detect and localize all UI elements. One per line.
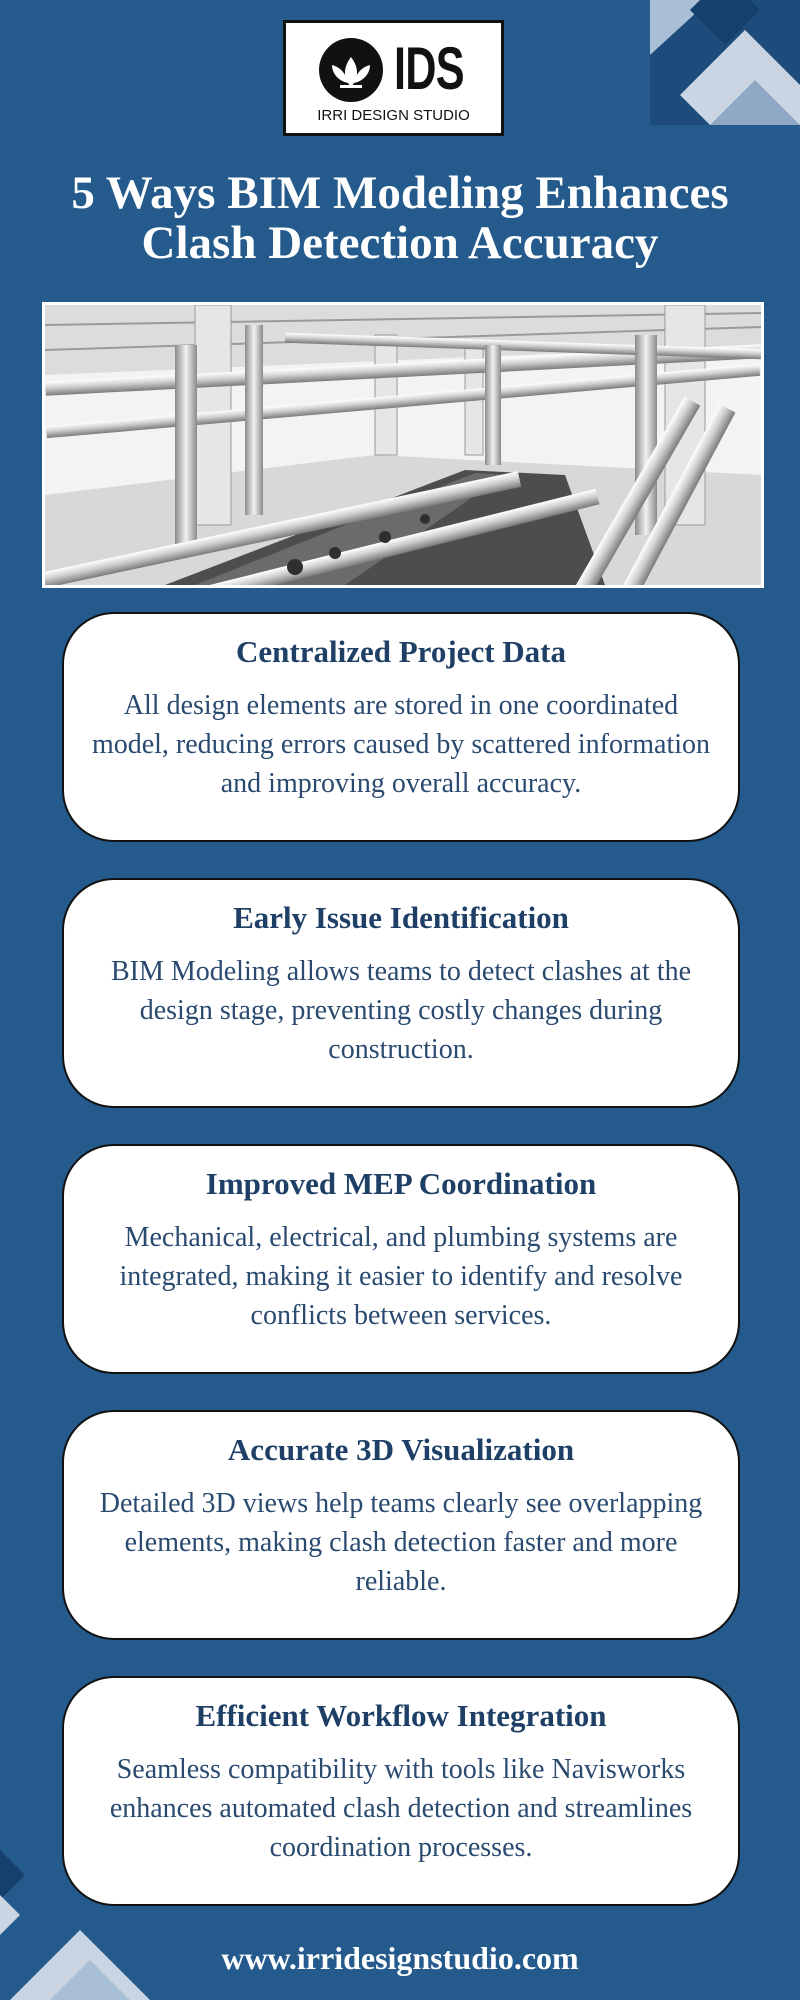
card-description: Seamless compatibility with tools like Navisworks enhances automated clash detection and streamlines coordination processes.	[109, 1754, 693, 1863]
card-title: Early Issue Identification	[233, 900, 569, 935]
card-description: Detailed 3D views help teams clearly see overlapping elements, making clash detection faster and more reliable.	[99, 1488, 703, 1597]
logo-wordmark: IDS	[394, 35, 464, 102]
brand-logo	[283, 20, 504, 136]
logo-subtitle: IRRI DESIGN STUDIO	[317, 107, 470, 124]
leaf-drop-mark-icon	[318, 37, 384, 103]
website-link[interactable]: www.irridesignstudio.com	[221, 1940, 579, 1976]
card-title: Improved MEP Coordination	[205, 1166, 597, 1201]
feature-card-centralized-data	[62, 612, 740, 842]
card-description: All design elements are stored in one coordinated model, reducing errors caused by scattered information and improving overall accuracy.	[91, 690, 711, 799]
title-line-2: Clash Detection Accuracy	[141, 217, 659, 269]
feature-card-workflow-integration	[62, 1676, 740, 1906]
title-line-1: 5 Ways BIM Modeling Enhances	[71, 167, 729, 219]
decorative-corner-shapes-top	[650, 0, 800, 125]
card-description: BIM Modeling allows teams to detect clashes at the design stage, preventing costly changes during construction.	[110, 956, 692, 1065]
page-title	[20, 168, 780, 268]
feature-card-3d-visualization	[62, 1410, 740, 1640]
feature-card-mep-coordination	[62, 1144, 740, 1374]
card-title: Accurate 3D Visualization	[227, 1432, 575, 1467]
bim-pipe-model-illustration	[42, 302, 764, 588]
feature-card-early-issue	[62, 878, 740, 1108]
card-description: Mechanical, electrical, and plumbing systems are integrated, making it easier to identify and resolve conflicts between services.	[119, 1222, 683, 1331]
card-title: Centralized Project Data	[236, 634, 566, 669]
card-title: Efficient Workflow Integration	[195, 1698, 607, 1733]
